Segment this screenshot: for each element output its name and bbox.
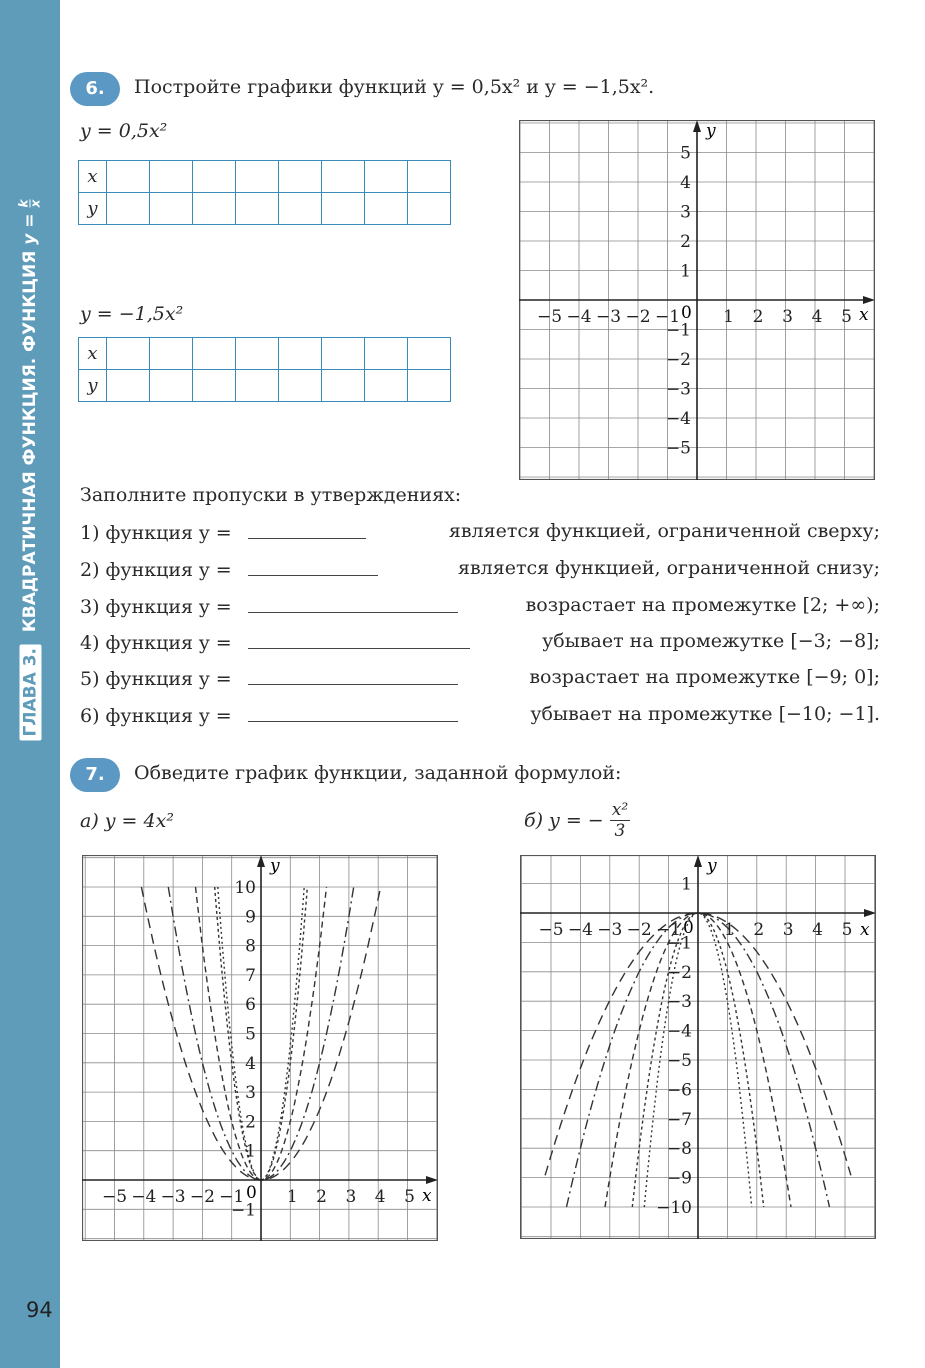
tick-label: −5 bbox=[101, 1187, 128, 1207]
task-6-badge: 6. bbox=[70, 72, 120, 106]
answer-blank[interactable] bbox=[248, 666, 458, 685]
tick-label: 2 bbox=[753, 920, 765, 940]
table-cell[interactable] bbox=[193, 193, 236, 225]
table-cell[interactable] bbox=[322, 193, 365, 225]
chapter-number: ГЛАВА 3. bbox=[19, 644, 41, 740]
tick-label: 6 bbox=[245, 995, 256, 1016]
statement-prefix: 1) функция y = bbox=[80, 522, 232, 544]
tick-label: 5 bbox=[841, 307, 852, 327]
tick-label: 4 bbox=[245, 1053, 256, 1074]
table-cell[interactable] bbox=[150, 370, 193, 402]
table-cell[interactable] bbox=[236, 161, 279, 193]
chapter-formula-fraction: k x bbox=[16, 199, 43, 208]
x-axis-label: x bbox=[860, 920, 870, 940]
tick-label: 2 bbox=[316, 1187, 328, 1207]
table-cell[interactable] bbox=[279, 370, 322, 402]
tick-label: 3 bbox=[345, 1187, 357, 1207]
tick-label: −1 bbox=[656, 920, 682, 940]
x-axis-label: x bbox=[422, 1186, 432, 1206]
table-cell[interactable] bbox=[107, 161, 150, 193]
tick-label: −4 bbox=[666, 1021, 692, 1042]
part-b-fraction: $\frac{\text{x²}}{3}$ bbox=[611, 800, 629, 841]
table-cell[interactable] bbox=[107, 370, 150, 402]
tick-label: −2 bbox=[189, 1187, 215, 1207]
tick-label: −7 bbox=[666, 1109, 692, 1130]
table-cell[interactable] bbox=[150, 193, 193, 225]
graph-a[interactable] bbox=[82, 855, 438, 1241]
table-cell[interactable] bbox=[279, 193, 322, 225]
row-y-label: y bbox=[79, 193, 107, 225]
x-axis-label: x bbox=[859, 305, 869, 325]
tick-label: 5 bbox=[680, 143, 691, 164]
tick-label: −8 bbox=[666, 1139, 692, 1160]
tick-label: 2 bbox=[245, 1112, 256, 1133]
table-cell[interactable] bbox=[193, 338, 236, 370]
table-cell[interactable] bbox=[365, 370, 408, 402]
tick-label: −2 bbox=[665, 350, 691, 370]
table-cell[interactable] bbox=[107, 193, 150, 225]
tick-label: 5 bbox=[404, 1187, 415, 1207]
tick-label: 4 bbox=[374, 1187, 386, 1207]
tick-label: −1 bbox=[219, 1187, 245, 1207]
tick-label: 2 bbox=[680, 232, 691, 252]
tick-label: 1 bbox=[723, 920, 735, 940]
origin-label: 0 bbox=[246, 1183, 257, 1203]
answer-blank[interactable] bbox=[248, 703, 458, 722]
task-6-prompt: Постройте графики функций y = 0,5x² и y = −1,5x². bbox=[134, 76, 655, 98]
statement-suffix: возрастает на промежутке [−9; 0]; bbox=[529, 666, 880, 688]
statement-5 bbox=[80, 666, 880, 690]
tick-label: 4 bbox=[812, 920, 824, 940]
tick-label: −3 bbox=[666, 992, 692, 1013]
tick-label: 1 bbox=[286, 1187, 298, 1207]
origin-label: 0 bbox=[681, 303, 692, 323]
table-cell[interactable] bbox=[279, 161, 322, 193]
table-cell[interactable] bbox=[150, 161, 193, 193]
statement-suffix: возрастает на промежутке [2; +∞); bbox=[525, 594, 880, 616]
table-cell[interactable] bbox=[150, 338, 193, 370]
tick-label: −1 bbox=[230, 1200, 256, 1221]
part-a-label: а) y = 4x² bbox=[80, 810, 174, 832]
table-cell[interactable] bbox=[107, 338, 150, 370]
table-cell[interactable] bbox=[408, 370, 451, 402]
tick-label: −5 bbox=[536, 307, 563, 327]
page-number: 94 bbox=[26, 1298, 53, 1322]
row-x-label: x bbox=[79, 338, 107, 370]
statement-prefix: 2) функция y = bbox=[80, 559, 232, 581]
y-axis-label: y bbox=[270, 856, 280, 876]
tick-label: 8 bbox=[245, 936, 256, 957]
statement-2 bbox=[80, 557, 880, 581]
answer-blank[interactable] bbox=[248, 594, 458, 613]
table-cell[interactable] bbox=[365, 161, 408, 193]
table-cell[interactable] bbox=[193, 161, 236, 193]
table-cell[interactable] bbox=[236, 193, 279, 225]
tick-label: 3 bbox=[782, 307, 793, 327]
task-7-badge: 7. bbox=[70, 758, 120, 792]
part-b-label bbox=[524, 800, 630, 841]
table-cell[interactable] bbox=[193, 370, 236, 402]
tick-label: 1 bbox=[681, 874, 692, 895]
tick-label: 3 bbox=[782, 920, 794, 940]
table-cell[interactable] bbox=[408, 338, 451, 370]
tick-label: −5 bbox=[665, 438, 691, 459]
table-cell[interactable] bbox=[322, 370, 365, 402]
table-cell[interactable] bbox=[236, 370, 279, 402]
tick-label: −4 bbox=[567, 920, 593, 940]
chapter-formula-y: y = bbox=[20, 213, 40, 245]
tick-label: 1 bbox=[680, 261, 691, 282]
tick-label: −4 bbox=[131, 1187, 157, 1207]
table-cell[interactable] bbox=[408, 193, 451, 225]
table-cell[interactable] bbox=[365, 193, 408, 225]
tick-label: 4 bbox=[680, 173, 691, 193]
statement-suffix: является функцией, ограниченной сверху; bbox=[448, 520, 880, 542]
statement-4 bbox=[80, 630, 880, 654]
tick-label: −1 bbox=[666, 933, 692, 954]
answer-blank[interactable] bbox=[248, 630, 470, 649]
statement-suffix: является функцией, ограниченной снизу; bbox=[457, 557, 880, 579]
origin-label: 0 bbox=[683, 918, 694, 938]
tick-label: 3 bbox=[245, 1083, 256, 1104]
tick-label: 1 bbox=[245, 1141, 256, 1162]
tick-label: −3 bbox=[665, 379, 691, 400]
tick-label: 2 bbox=[752, 307, 764, 327]
tick-label: −4 bbox=[665, 409, 691, 429]
tick-label: 10 bbox=[234, 878, 256, 898]
row-y-label: y bbox=[79, 370, 107, 402]
task-7-prompt: Обведите график функции, заданной формулой: bbox=[134, 762, 622, 784]
table-cell[interactable] bbox=[408, 161, 451, 193]
table-cell[interactable] bbox=[322, 338, 365, 370]
statement-suffix: убывает на промежутке [−3; −8]; bbox=[542, 630, 880, 652]
graph-b[interactable] bbox=[520, 855, 876, 1239]
value-table-2 bbox=[78, 337, 451, 402]
tick-label: −1 bbox=[665, 320, 691, 341]
answer-blank[interactable] bbox=[248, 520, 366, 539]
tick-label: −2 bbox=[626, 920, 652, 940]
tick-label: −1 bbox=[654, 307, 681, 327]
function-2-label: y = −1,5x² bbox=[80, 303, 184, 325]
tick-label: −3 bbox=[597, 920, 623, 940]
tick-label: 5 bbox=[841, 920, 853, 940]
tick-label: 4 bbox=[811, 307, 823, 327]
tick-label: −5 bbox=[538, 920, 564, 940]
function-1-label: y = 0,5x² bbox=[80, 120, 168, 142]
tick-label: 9 bbox=[245, 907, 256, 928]
statement-6 bbox=[80, 703, 880, 727]
part-b-prefix: б) y = − bbox=[524, 809, 604, 832]
tick-label: −2 bbox=[666, 962, 692, 983]
tick-label: 1 bbox=[723, 307, 734, 327]
tick-label: 7 bbox=[245, 965, 256, 986]
row-x-label: x bbox=[79, 161, 107, 193]
statement-1 bbox=[80, 520, 880, 544]
tick-label: −9 bbox=[666, 1168, 692, 1189]
fill-in-prompt: Заполните пропуски в утверждениях: bbox=[80, 484, 462, 506]
statement-prefix: 5) функция y = bbox=[80, 668, 232, 690]
chapter-sidebar bbox=[0, 0, 60, 1368]
tick-label: −3 bbox=[595, 307, 622, 327]
chapter-title bbox=[16, 199, 43, 741]
tick-label: 5 bbox=[245, 1024, 256, 1045]
statement-suffix: убывает на промежутке [−10; −1]. bbox=[530, 703, 880, 725]
statement-prefix: 4) функция y = bbox=[80, 632, 232, 654]
tick-label: −6 bbox=[666, 1080, 692, 1101]
tick-label: −10 bbox=[656, 1198, 692, 1218]
tick-label: −4 bbox=[566, 307, 592, 327]
statement-prefix: 3) функция y = bbox=[80, 596, 232, 618]
tick-label: −3 bbox=[160, 1187, 186, 1207]
statement-3 bbox=[80, 594, 880, 618]
chapter-name: КВАДРАТИЧНАЯ ФУНКЦИЯ. ФУНКЦИЯ bbox=[20, 250, 40, 633]
table-cell[interactable] bbox=[279, 338, 322, 370]
statement-prefix: 6) функция y = bbox=[80, 705, 232, 727]
y-axis-label: y bbox=[707, 856, 717, 876]
table-cell[interactable] bbox=[322, 161, 365, 193]
tick-label: −2 bbox=[625, 307, 651, 327]
y-axis-label: y bbox=[706, 121, 716, 141]
table-cell[interactable] bbox=[365, 338, 408, 370]
table-cell[interactable] bbox=[236, 338, 279, 370]
value-table-1 bbox=[78, 160, 451, 225]
task-6-coordinate-grid[interactable] bbox=[519, 120, 875, 480]
tick-label: 3 bbox=[680, 202, 691, 223]
tick-label: −5 bbox=[666, 1051, 692, 1071]
answer-blank[interactable] bbox=[248, 557, 378, 576]
